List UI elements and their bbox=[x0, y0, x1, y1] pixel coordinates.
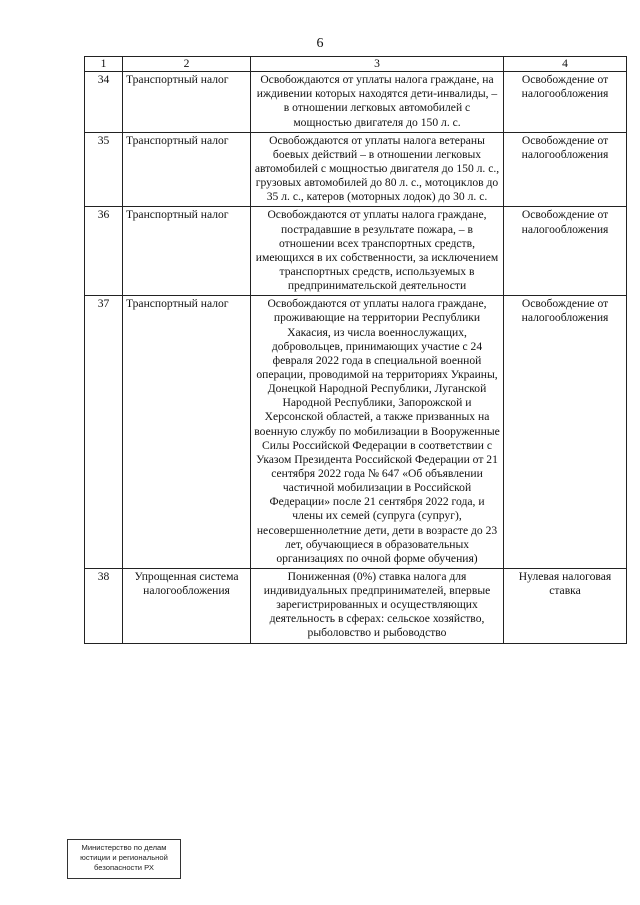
stamp-line-1: Министерство по делам bbox=[81, 843, 167, 852]
table-row bbox=[85, 132, 627, 207]
benefit-type: Освобождение от налогообложения bbox=[504, 132, 627, 207]
row-number: 35 bbox=[85, 132, 123, 207]
benefit-description: Освобождаются от уплаты налога граждане, на иждивении которых находятся дети-инвалиды, – в отношении легковых автомобилей с мощностью двигателя до 150 л. с. bbox=[251, 72, 504, 133]
benefit-type: Освобождение от налогообложения bbox=[504, 296, 627, 569]
benefit-description: Пониженная (0%) ставка налога для индивидуальных предпринимателей, впервые зарегистрированных и осуществляющих деятельность в сферах: сельское хозяйство, рыболовство и рыбоводство bbox=[251, 568, 504, 643]
table-row bbox=[85, 568, 627, 643]
column-header-2: 2 bbox=[123, 57, 251, 72]
table-row bbox=[85, 72, 627, 133]
tax-name: Транспортный налог bbox=[123, 132, 251, 207]
row-number: 34 bbox=[85, 72, 123, 133]
page-number: 6 bbox=[316, 36, 324, 51]
table-row bbox=[85, 296, 627, 569]
ministry-stamp bbox=[67, 839, 181, 879]
column-header-3: 3 bbox=[251, 57, 504, 72]
stamp-line-2: юстиции и региональной bbox=[80, 852, 168, 862]
table-row bbox=[85, 207, 627, 296]
row-number: 38 bbox=[85, 568, 123, 643]
benefits-table bbox=[84, 56, 627, 644]
tax-name: Транспортный налог bbox=[123, 207, 251, 296]
benefit-type: Освобождение от налогообложения bbox=[504, 207, 627, 296]
column-header-4: 4 bbox=[504, 57, 627, 72]
benefit-description: Освобождаются от уплаты налога ветераны боевых действий – в отношении легковых автомобилей с мощностью двигателя до 150 л. с., грузовых автомобилей до 80 л. с., мотоциклов до 35 л. с., катеров (моторных лодок) до 30 л. с. bbox=[251, 132, 504, 207]
row-number: 37 bbox=[85, 296, 123, 569]
column-header-1: 1 bbox=[85, 57, 123, 72]
row-number: 36 bbox=[85, 207, 123, 296]
benefit-description: Освобождаются от уплаты налога граждане, проживающие на территории Республики Хакасия, из числа военнослужащих, добровольцев, принимающих участие с 24 февраля 2022 года в специальной военной операции, проводимой на территориях Украины, Донецкой Народной Республики, Луганской Народной Республики, Запорожской и Херсонской областей, а также призванных на военную службу по мобилизации в Вооруженные Силы Российской Федерации в соответствии с Указом Президента Российской Федерации от 21 сентября 2022 года № 647 «Об объявлении частичной мобилизации в Российской Федерации» после 21 сентября 2022 года, и члены их семей (супруга (супруг), несовершеннолетние дети, дети в возрасте до 23 лет, обучающиеся в образовательных организациях по очной форме обучения) bbox=[251, 296, 504, 569]
benefit-description: Освобождаются от уплаты налога граждане, пострадавшие в результате пожара, – в отношении всех транспортных средств, имеющихся в их собственности, за исключением транспортных средств, используемых в предпринимательской деятельности bbox=[251, 207, 504, 296]
table-header-row bbox=[85, 57, 627, 72]
tax-name: Транспортный налог bbox=[123, 296, 251, 569]
stamp-line-3: безопасности РХ bbox=[94, 862, 154, 872]
tax-name: Транспортный налог bbox=[123, 72, 251, 133]
benefit-type: Нулевая налоговая ставка bbox=[504, 568, 627, 643]
tax-name: Упрощенная система налогообложения bbox=[123, 568, 251, 643]
benefit-type: Освобождение от налогообложения bbox=[504, 72, 627, 133]
